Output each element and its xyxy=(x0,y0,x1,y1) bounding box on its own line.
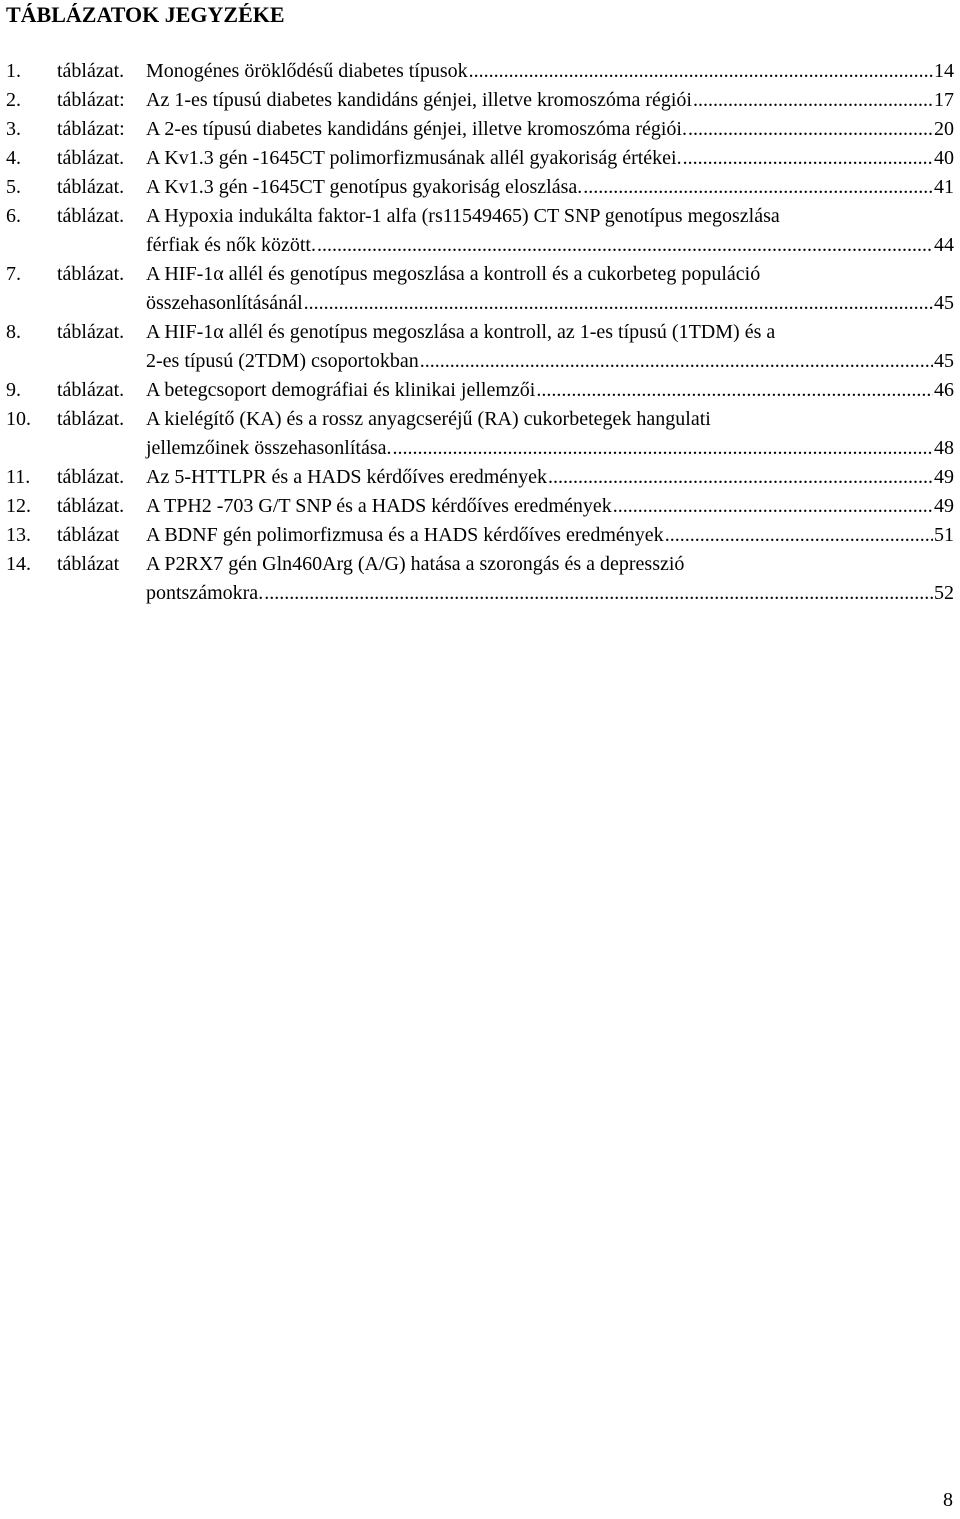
entry-number: 4. xyxy=(6,147,21,169)
entry-title: A BDNF gén polimorfizmusa és a HADS kérdőíves eredmények xyxy=(146,524,664,546)
dot-leader xyxy=(688,115,933,144)
entry-number: 7. xyxy=(6,263,21,285)
dot-leader xyxy=(536,376,933,405)
entry-label: táblázat. xyxy=(57,379,125,401)
entry-title: Az 1-es típusú diabetes kandidáns génjei, illetve kromoszóma régiói xyxy=(146,89,692,111)
toc-entry[interactable] xyxy=(0,202,960,231)
entry-title: jellemzőinek összehasonlítása. xyxy=(146,437,392,459)
toc-entry[interactable] xyxy=(0,144,960,173)
dot-leader xyxy=(392,434,933,463)
entry-label: táblázat. xyxy=(57,321,125,343)
entry-page: 46 xyxy=(934,379,954,401)
entry-title: A 2-es típusú diabetes kandidáns génjei, illetve kromoszóma régiói. xyxy=(146,118,687,140)
dot-leader xyxy=(613,492,933,521)
entry-title: pontszámokra. xyxy=(146,582,264,604)
entry-number: 5. xyxy=(6,176,21,198)
entry-number: 9. xyxy=(6,379,21,401)
entry-label: táblázat: xyxy=(57,89,125,111)
entry-number: 13. xyxy=(6,524,31,546)
dot-leader xyxy=(548,463,933,492)
entry-page: 17 xyxy=(934,89,954,111)
entry-title: A P2RX7 gén Gln460Arg (A/G) hatása a szorongás és a depresszió xyxy=(146,553,685,575)
toc-entry[interactable] xyxy=(0,376,960,405)
entry-title: Monogénes öröklődésű diabetes típusok xyxy=(146,60,468,82)
entry-page: 49 xyxy=(934,466,954,488)
entry-label: táblázat: xyxy=(57,118,125,140)
entry-number: 3. xyxy=(6,118,21,140)
toc-entry[interactable] xyxy=(0,521,960,550)
entry-title: A HIF-1α allél és genotípus megoszlása a kontroll és a cukorbeteg populáció xyxy=(146,263,761,285)
toc-entry[interactable] xyxy=(0,550,960,579)
entry-title: összehasonlításánál xyxy=(146,292,303,314)
entry-title: 2-es típusú (2TDM) csoportokban xyxy=(146,350,419,372)
toc-entry[interactable] xyxy=(0,318,960,347)
entry-label: táblázat. xyxy=(57,205,125,227)
entry-title: A Kv1.3 gén -1645CT polimorfizmusának allél gyakoriság értékei. xyxy=(146,147,682,169)
table-of-tables xyxy=(0,57,960,608)
entry-page: 44 xyxy=(934,234,954,256)
toc-entry[interactable] xyxy=(0,86,960,115)
entry-label: táblázat. xyxy=(57,495,125,517)
entry-title: Az 5-HTTLPR és a HADS kérdőíves eredmények xyxy=(146,466,548,488)
entry-label: táblázat xyxy=(57,524,120,546)
toc-entry[interactable] xyxy=(0,463,960,492)
toc-entry[interactable] xyxy=(0,492,960,521)
page-number: 8 xyxy=(943,1489,953,1511)
dot-leader xyxy=(683,144,933,173)
toc-entry-continuation xyxy=(0,579,960,608)
entry-label: táblázat. xyxy=(57,408,125,430)
toc-entry-continuation xyxy=(0,434,960,463)
entry-page: 20 xyxy=(934,118,954,140)
toc-entry[interactable] xyxy=(0,260,960,289)
entry-page: 52 xyxy=(934,582,954,604)
toc-entry-continuation xyxy=(0,289,960,318)
dot-leader xyxy=(317,231,933,260)
dot-leader xyxy=(420,347,933,376)
toc-entry[interactable] xyxy=(0,115,960,144)
entry-label: táblázat xyxy=(57,553,120,575)
entry-number: 11. xyxy=(6,466,31,488)
entry-number: 10. xyxy=(6,408,31,430)
entry-title: férfiak és nők között. xyxy=(146,234,316,256)
entry-page: 51 xyxy=(934,524,954,546)
entry-label: táblázat. xyxy=(57,60,125,82)
entry-page: 45 xyxy=(934,350,954,372)
entry-title: A Hypoxia indukálta faktor-1 alfa (rs11549465) CT SNP genotípus megoszlása xyxy=(146,205,780,227)
entry-label: táblázat. xyxy=(57,263,125,285)
entry-title: A TPH2 -703 G/T SNP és a HADS kérdőíves eredmények xyxy=(146,495,612,517)
entry-number: 14. xyxy=(6,553,31,575)
toc-entry[interactable] xyxy=(0,57,960,86)
entry-number: 6. xyxy=(6,205,21,227)
entry-label: táblázat. xyxy=(57,147,125,169)
entry-number: 8. xyxy=(6,321,21,343)
entry-title: A HIF-1α allél és genotípus megoszlása a kontroll, az 1-es típusú (1TDM) és a xyxy=(146,321,776,343)
entry-number: 2. xyxy=(6,89,21,111)
entry-page: 49 xyxy=(934,495,954,517)
entry-label: táblázat. xyxy=(57,176,125,198)
page-heading: TÁBLÁZATOK JEGYZÉKE xyxy=(6,2,285,27)
dot-leader xyxy=(469,57,933,86)
entry-page: 48 xyxy=(934,437,954,459)
dot-leader xyxy=(264,579,933,608)
toc-entry[interactable] xyxy=(0,405,960,434)
entry-page: 41 xyxy=(934,176,954,198)
toc-entry[interactable] xyxy=(0,173,960,202)
entry-number: 1. xyxy=(6,60,21,82)
entry-page: 45 xyxy=(934,292,954,314)
entry-number: 12. xyxy=(6,495,31,517)
toc-entry-continuation xyxy=(0,347,960,376)
dot-leader xyxy=(304,289,933,318)
entry-page: 14 xyxy=(934,60,954,82)
toc-entry-continuation xyxy=(0,231,960,260)
dot-leader xyxy=(693,86,933,115)
entry-title: A Kv1.3 gén -1645CT genotípus gyakoriság eloszlása. xyxy=(146,176,583,198)
dot-leader xyxy=(665,521,933,550)
entry-label: táblázat. xyxy=(57,466,125,488)
entry-page: 40 xyxy=(934,147,954,169)
entry-title: A betegcsoport demográfiai és klinikai jellemzői xyxy=(146,379,536,401)
entry-title: A kielégítő (KA) és a rossz anyagcseréjű (RA) cukorbetegek hangulati xyxy=(146,408,711,430)
dot-leader xyxy=(583,173,933,202)
